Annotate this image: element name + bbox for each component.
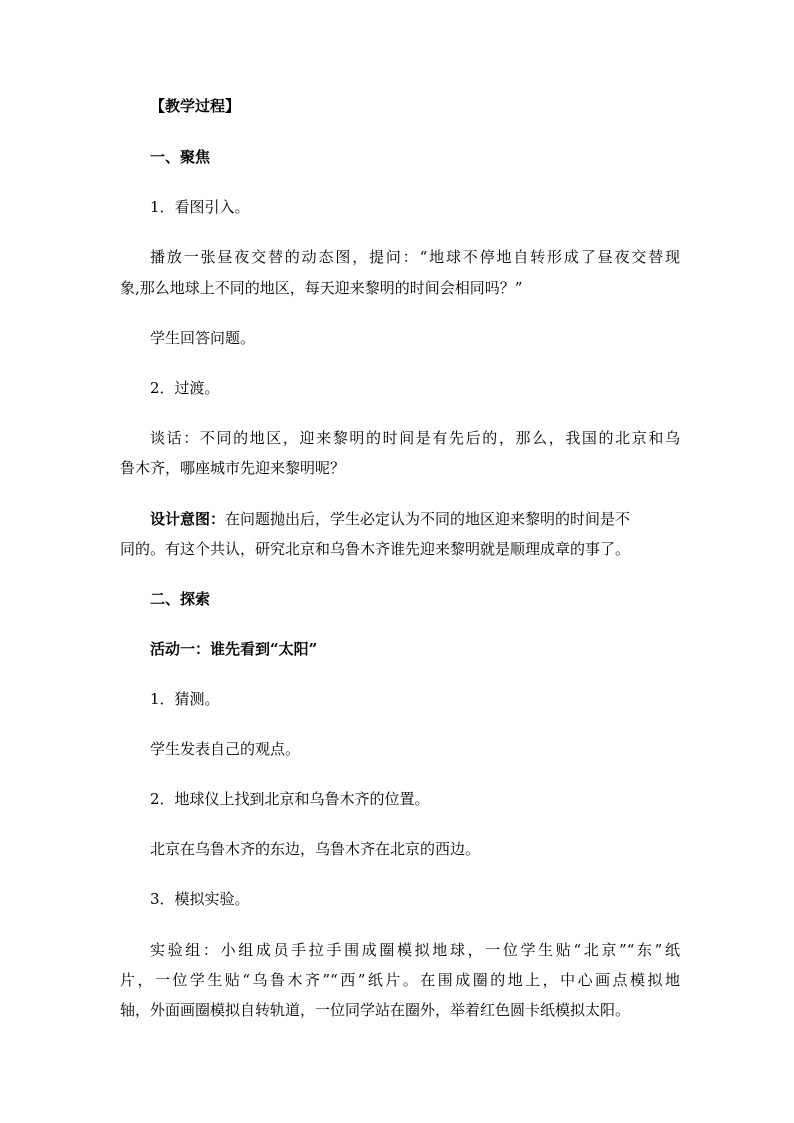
step-3-line-3: 轴，外面画圈模拟自转轨道，一位同学站在圈外，举着红色圆卡纸模拟太阳。	[120, 1001, 631, 1019]
design-intent-text: 在问题抛出后，学生必定认为不同的地区迎来黎明的时间是不	[225, 510, 631, 528]
design-intent-line-2: 同的。有这个共认，研究北京和乌鲁木齐谁先迎来黎明就是顺理成章的事了。	[120, 540, 631, 558]
step-2-title: 2．地球仪上找到北京和乌鲁木齐的位置。	[150, 790, 430, 808]
step-3-title: 3．模拟实验。	[150, 890, 250, 908]
step-1-title: 1．猜测。	[150, 690, 220, 708]
paragraph-3-line-2: 鲁木齐，哪座城市先迎来黎明呢？	[120, 459, 346, 477]
step-1-text: 学生发表自己的观点。	[150, 740, 301, 758]
paragraph-2: 学生回答问题。	[150, 329, 256, 347]
section-explore-heading: 二、探索	[150, 590, 211, 608]
item-2-title: 2．过渡。	[150, 379, 220, 397]
paragraph-1-line-2: 象,那么地球上不同的地区，每天迎来黎明的时间会相同吗？”	[120, 279, 523, 297]
step-3-line-2: 片，一位学生贴“乌鲁木齐”“西”纸片。在围成圈的地上，中心画点模拟地	[120, 971, 680, 989]
design-intent-line-1	[150, 509, 680, 529]
step-3-line-1: 实验组：小组成员手拉手围成圈模拟地球，一位学生贴“北京”“东”纸	[150, 941, 680, 959]
design-intent-label: 设计意图：	[150, 510, 226, 528]
heading-teaching-process: 【教学过程】	[150, 97, 241, 115]
paragraph-1-line-1: 播放一张昼夜交替的动态图，提问：“地球不停地自转形成了昼夜交替现	[150, 248, 680, 266]
section-focus-heading: 一、聚焦	[150, 148, 211, 166]
step-2-text: 北京在乌鲁木齐的东边，乌鲁木齐在北京的西边。	[150, 840, 481, 858]
activity-1-title: 活动一：谁先看到“太阳”	[150, 640, 318, 658]
item-1-title: 1．看图引入。	[150, 198, 250, 216]
paragraph-3-line-1: 谈话：不同的地区，迎来黎明的时间是有先后的，那么，我国的北京和乌	[150, 429, 680, 447]
